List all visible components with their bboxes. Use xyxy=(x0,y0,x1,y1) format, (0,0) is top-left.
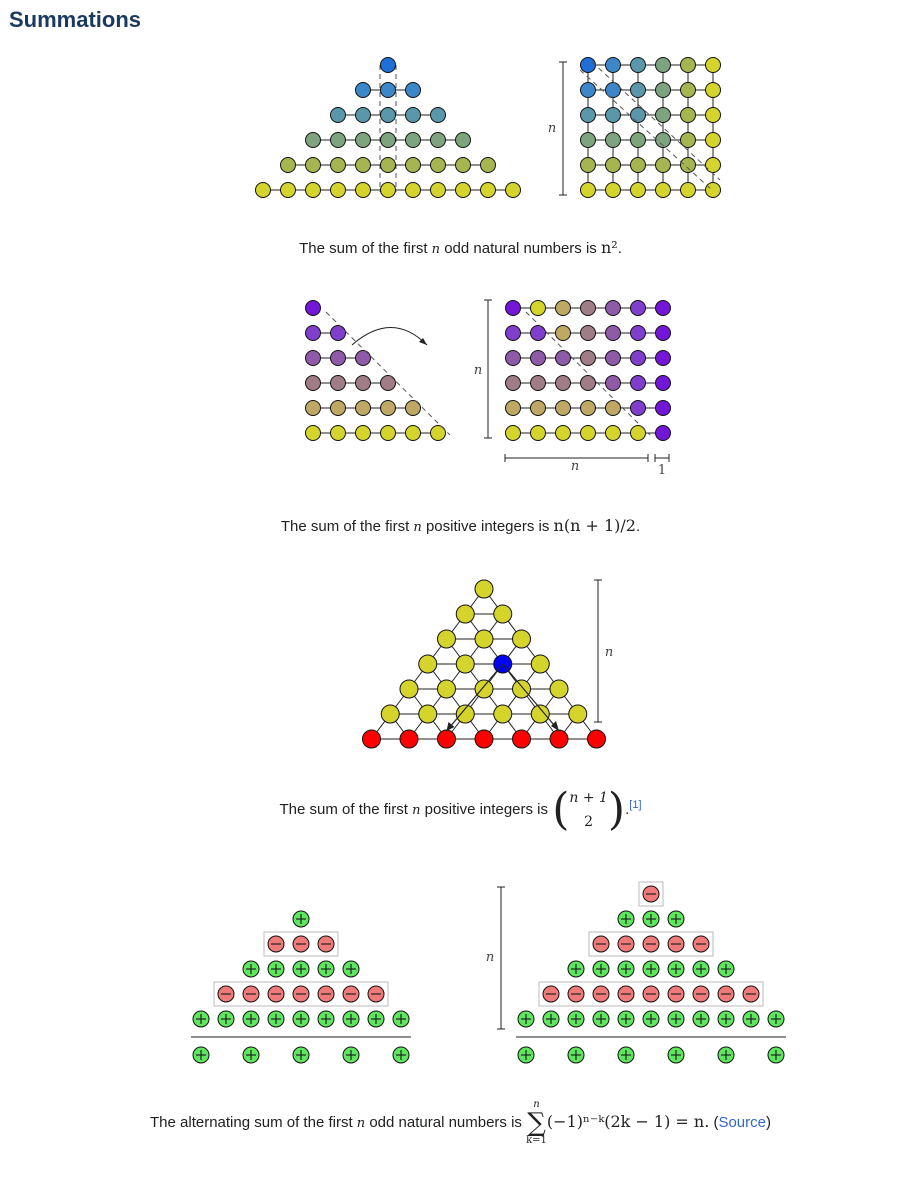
square-dot xyxy=(706,83,721,98)
dimension-label-n: n xyxy=(547,121,557,136)
square-dot xyxy=(656,158,671,173)
triangle-dot xyxy=(531,655,549,673)
square-dot xyxy=(606,183,621,198)
rectangle-dot xyxy=(656,326,671,341)
odd-row-dot xyxy=(306,133,321,148)
square-dot xyxy=(681,83,696,98)
rectangle-dot xyxy=(606,326,621,341)
triangle-dot xyxy=(306,401,321,416)
triangle-dot xyxy=(381,401,396,416)
odd-row-dot xyxy=(256,183,271,198)
odd-row-dot xyxy=(456,133,471,148)
rectangle-dot xyxy=(556,376,571,391)
triangle-dot xyxy=(406,401,421,416)
rectangle-dot xyxy=(506,351,521,366)
square-dot xyxy=(581,83,596,98)
rectangle-dot xyxy=(606,351,621,366)
odd-row-dot xyxy=(356,83,371,98)
triangle-dot xyxy=(494,705,512,723)
triangle-dot xyxy=(381,376,396,391)
triangle-dot xyxy=(331,426,346,441)
dimension-label-n-vertical: n xyxy=(473,363,483,378)
rectangle-dot xyxy=(506,376,521,391)
odd-row-dot xyxy=(356,108,371,123)
triangle-dot xyxy=(400,680,418,698)
triangle-dot xyxy=(356,351,371,366)
rectangle-dot xyxy=(556,426,571,441)
binomial-coefficient: (n + 1 2 ) xyxy=(552,784,626,835)
base-red-dot xyxy=(550,730,568,748)
triangle-dot xyxy=(456,705,474,723)
odd-row-dot xyxy=(406,83,421,98)
odd-row-dot xyxy=(356,133,371,148)
rectangle-dot xyxy=(631,376,646,391)
rectangle-dot xyxy=(581,351,596,366)
square-dot xyxy=(656,183,671,198)
rectangle-dot xyxy=(606,426,621,441)
rotate-arrow xyxy=(352,328,427,346)
rectangle-dot xyxy=(606,301,621,316)
caption-binomial: The sum of the first n positive integers is (n + 1 2 ).[1] xyxy=(279,784,642,835)
triangle-dot xyxy=(331,376,346,391)
square-dot xyxy=(631,83,646,98)
square-dot xyxy=(681,133,696,148)
rectangle-dot xyxy=(556,326,571,341)
triangle-dot xyxy=(475,680,493,698)
square-dot xyxy=(606,58,621,73)
square-dot xyxy=(706,183,721,198)
square-dot xyxy=(631,133,646,148)
triangle-dot xyxy=(381,705,399,723)
caption-alternating: The alternating sum of the first n odd natural numbers is n ∑ k=1 (−1)ⁿ⁻ᵏ(2k − 1) = n. (Source) xyxy=(150,1099,771,1146)
odd-row-dot xyxy=(506,183,521,198)
odd-row-dot xyxy=(381,83,396,98)
triangle-dot xyxy=(475,580,493,598)
square-dot xyxy=(631,58,646,73)
triangle-dot xyxy=(569,705,587,723)
odd-row-dot xyxy=(406,183,421,198)
triangle-dot xyxy=(550,680,568,698)
square-dot xyxy=(656,108,671,123)
rectangle-dot xyxy=(531,426,546,441)
triangle-dot xyxy=(419,655,437,673)
triangle-dot xyxy=(419,705,437,723)
section-heading: Summations xyxy=(9,7,142,32)
square-dot xyxy=(631,158,646,173)
square-dot xyxy=(606,158,621,173)
caption-odd-sum: The sum of the first n odd natural numbers is n². xyxy=(299,238,622,257)
square-dot xyxy=(581,58,596,73)
rectangle-dot xyxy=(531,326,546,341)
triangle-dot xyxy=(406,426,421,441)
odd-row-dot xyxy=(406,108,421,123)
rectangle-dot xyxy=(631,326,646,341)
odd-row-dot xyxy=(431,133,446,148)
triangle-dot xyxy=(306,351,321,366)
pick-arrow xyxy=(503,664,559,731)
odd-row-dot xyxy=(406,158,421,173)
pick-arrow xyxy=(447,664,503,731)
square-dot xyxy=(656,58,671,73)
square-dot xyxy=(581,108,596,123)
odd-row-dot xyxy=(381,158,396,173)
odd-row-dot xyxy=(331,108,346,123)
odd-row-dot xyxy=(381,108,396,123)
triangle-dot xyxy=(331,326,346,341)
dimension-label-one: 1 xyxy=(657,463,667,478)
odd-row-dot xyxy=(456,183,471,198)
rectangle-dot xyxy=(631,351,646,366)
square-dot xyxy=(631,108,646,123)
triangle-dot xyxy=(531,705,549,723)
rectangle-dot xyxy=(606,401,621,416)
rectangle-dot xyxy=(581,401,596,416)
square-dot xyxy=(706,133,721,148)
base-red-dot xyxy=(588,730,606,748)
base-red-dot xyxy=(475,730,493,748)
square-dot xyxy=(706,108,721,123)
odd-row-dot xyxy=(331,158,346,173)
integer-sum-figure xyxy=(0,290,921,490)
square-dot xyxy=(706,158,721,173)
binomial-figure xyxy=(0,570,921,770)
rectangle-dot xyxy=(656,351,671,366)
triangle-dot xyxy=(494,605,512,623)
odd-row-dot xyxy=(456,158,471,173)
rectangle-dot xyxy=(656,376,671,391)
odd-row-dot xyxy=(481,158,496,173)
square-dot xyxy=(606,108,621,123)
triangle-dot xyxy=(356,426,371,441)
rectangle-dot xyxy=(581,326,596,341)
alternating-sum-figure xyxy=(0,875,921,1075)
rectangle-dot xyxy=(656,301,671,316)
rectangle-dot xyxy=(556,301,571,316)
dimension-label-n-alt: n xyxy=(485,950,495,965)
base-red-dot xyxy=(438,730,456,748)
triangle-dot xyxy=(356,401,371,416)
triangle-dot xyxy=(513,630,531,648)
triangle-dot xyxy=(438,630,456,648)
square-dot xyxy=(631,183,646,198)
base-red-dot xyxy=(400,730,418,748)
odd-row-dot xyxy=(381,183,396,198)
rectangle-dot xyxy=(531,351,546,366)
odd-row-dot xyxy=(306,183,321,198)
odd-row-dot xyxy=(356,158,371,173)
rectangle-dot xyxy=(531,401,546,416)
square-dot xyxy=(606,133,621,148)
rectangle-dot xyxy=(506,301,521,316)
square-dot xyxy=(706,58,721,73)
caption-integer-sum: The sum of the first n positive integers is n(n + 1)/2. xyxy=(280,516,641,535)
rectangle-dot xyxy=(656,401,671,416)
citation-link[interactable]: [1] xyxy=(629,798,642,811)
rectangle-dot xyxy=(506,326,521,341)
base-red-dot xyxy=(513,730,531,748)
square-dot xyxy=(581,158,596,173)
square-dot xyxy=(681,58,696,73)
odd-row-dot xyxy=(381,133,396,148)
rectangle-dot xyxy=(581,376,596,391)
odd-row-dot xyxy=(281,158,296,173)
triangle-dot xyxy=(475,630,493,648)
rectangle-dot xyxy=(581,301,596,316)
odd-row-dot xyxy=(481,183,496,198)
dimension-label-n-binom: n xyxy=(604,645,614,660)
odd-row-dot xyxy=(431,183,446,198)
triangle-dot xyxy=(331,401,346,416)
triangle-dot xyxy=(356,376,371,391)
odd-row-dot xyxy=(381,58,396,73)
triangle-dot xyxy=(306,301,321,316)
triangle-dot xyxy=(306,326,321,341)
square-dot xyxy=(681,108,696,123)
odd-row-dot xyxy=(431,158,446,173)
base-red-dot xyxy=(363,730,381,748)
triangle-dot xyxy=(306,426,321,441)
square-dot xyxy=(581,183,596,198)
rectangle-dot xyxy=(581,426,596,441)
rectangle-dot xyxy=(631,301,646,316)
rectangle-dot xyxy=(506,426,521,441)
rectangle-dot xyxy=(631,401,646,416)
odd-row-dot xyxy=(331,183,346,198)
triangle-dot xyxy=(438,680,456,698)
triangle-dot xyxy=(513,680,531,698)
triangle-dot xyxy=(306,376,321,391)
rectangle-dot xyxy=(606,376,621,391)
triangle-dot xyxy=(331,351,346,366)
square-dot xyxy=(681,158,696,173)
rectangle-dot xyxy=(556,401,571,416)
square-dot xyxy=(681,183,696,198)
rectangle-dot xyxy=(531,301,546,316)
odd-row-dot xyxy=(431,108,446,123)
odd-row-dot xyxy=(331,133,346,148)
odd-row-dot xyxy=(306,158,321,173)
square-dot xyxy=(581,133,596,148)
odd-row-dot xyxy=(406,133,421,148)
rectangle-dot xyxy=(556,351,571,366)
odd-row-dot xyxy=(281,183,296,198)
triangle-dot xyxy=(381,426,396,441)
rectangle-dot xyxy=(506,401,521,416)
rectangle-dot xyxy=(656,426,671,441)
rectangle-dot xyxy=(531,376,546,391)
dimension-label-n-horizontal: n xyxy=(570,459,580,474)
summation-operator: n ∑ k=1 xyxy=(526,1099,547,1146)
triangle-dot xyxy=(456,605,474,623)
odd-sum-figure xyxy=(0,40,921,270)
odd-row-dot xyxy=(356,183,371,198)
triangle-dot xyxy=(456,655,474,673)
source-link[interactable]: Source xyxy=(718,1113,766,1131)
square-dot xyxy=(656,83,671,98)
